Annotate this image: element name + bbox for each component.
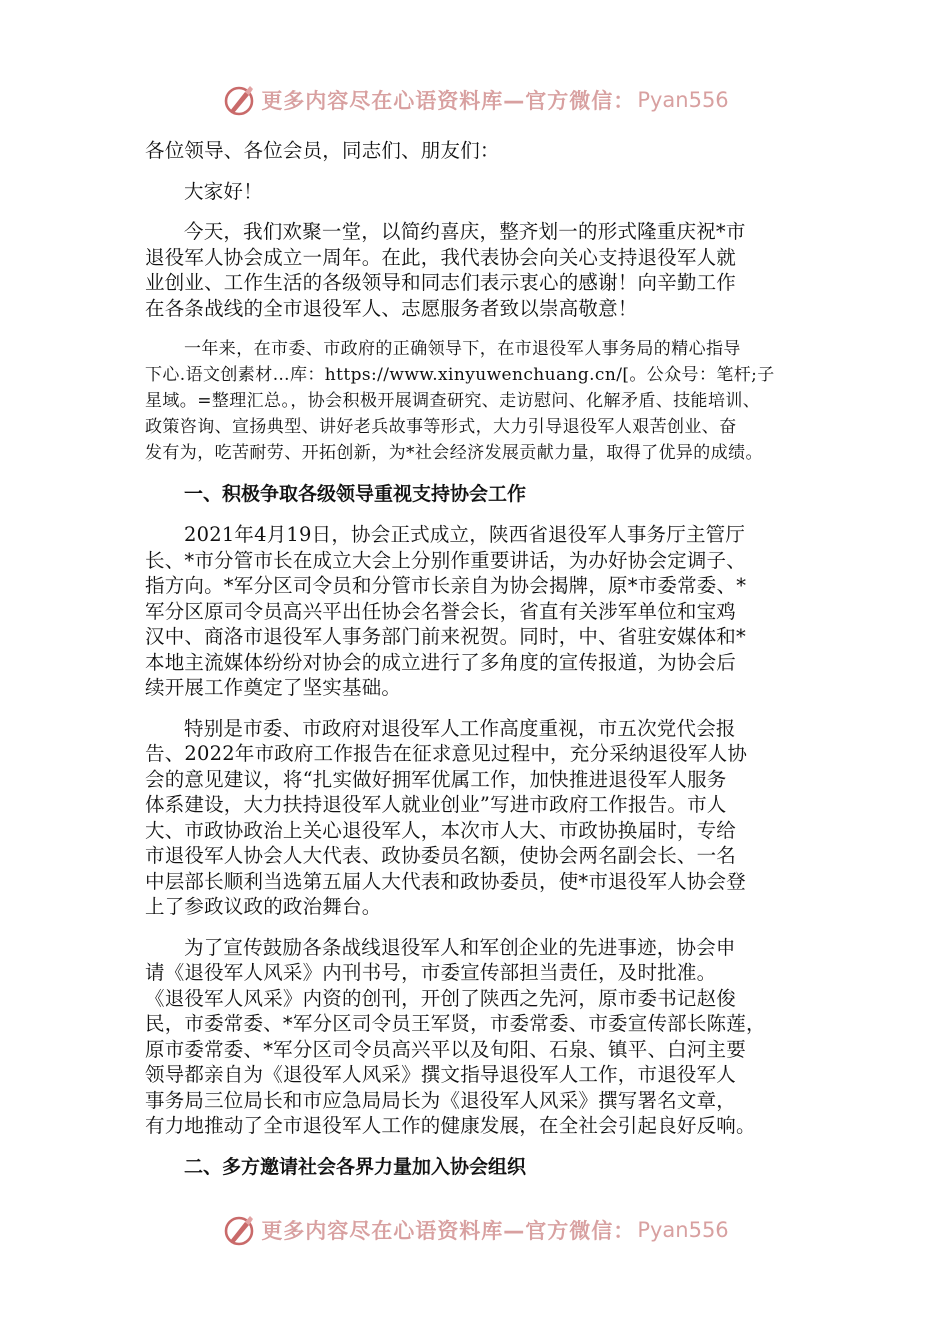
watermark-slogan: 更多内容尽在心语资料库—官方微信： xyxy=(261,89,636,113)
paragraph-line: 领导都亲自为《退役军人风采》撰文指导退役军人工作，市退役军人 xyxy=(145,1063,737,1086)
paragraph-line: 发有为，吃苦耐劳、开拓创新，为*社会经济发展贡献力量，取得了优异的成绩。 xyxy=(145,443,763,463)
paragraph-line: 续开展工作奠定了坚实基础。 xyxy=(145,676,402,699)
section-heading-2: 二、多方邀请社会各界力量加入协会组织 xyxy=(184,1155,527,1178)
paragraph-line: 今天，我们欢聚一堂，以简约喜庆，整齐划一的形式隆重庆祝*市 xyxy=(184,220,746,243)
pen-logo-icon xyxy=(221,82,257,118)
paragraph-line: 一年来，在市委、市政府的正确领导下，在市退役军人事务局的精心指导 xyxy=(184,339,741,359)
pen-logo-icon xyxy=(221,1212,257,1248)
hello-line: 大家好！ xyxy=(184,179,263,203)
paragraph-line: 长、*市分管市长在成立大会上分别作重要讲话，为办好协会定调子、 xyxy=(145,548,746,572)
paragraph-line: 业创业、工作生活的各级领导和同志们表示衷心的感谢！向辛勤工作 xyxy=(145,271,737,294)
paragraph-line: 请《退役军人风采》内刊书号，市委宣传部担当责任，及时批准。 xyxy=(145,961,717,984)
watermark-banner-top xyxy=(0,80,950,120)
document-body xyxy=(145,138,805,1195)
paragraph-line: 上了参政议政的政治舞台。 xyxy=(145,895,382,918)
section1-paragraph-1 xyxy=(145,522,805,701)
paragraph-line: 会的意见建议，将“扎实做好拥军优属工作，加快推进退役军人服务 xyxy=(145,767,727,791)
paragraph-line: 下心.语文创素材…库：https://www.xinyuwenchuang.cn/[。公众号：笔杆;子 xyxy=(145,365,775,385)
paragraph-line: 退役军人协会成立一周年。在此，我代表协会向关心支持退役军人就 xyxy=(145,245,737,269)
paragraph-line: 本地主流媒体纷纷对协会的成立进行了多角度的宣传报道，为协会后 xyxy=(145,650,737,674)
paragraph-line: 特别是市委、市政府对退役军人工作高度重视，市五次党代会报 xyxy=(184,716,736,740)
paragraph-line: 有力地推动了全市退役军人工作的健康发展，在全社会引起良好反响。 xyxy=(145,1114,756,1137)
paragraph-line: 在各条战线的全市退役军人、志愿服务者致以崇高敬意！ xyxy=(145,296,638,320)
paragraph-line: 军分区原司令员高兴平出任协会名誉会长，省直有关涉军单位和宝鸡 xyxy=(145,599,737,623)
paragraph-line: 市退役军人协会人大代表、政协委员名额，使协会两名副会长、一名 xyxy=(145,844,737,867)
watermark-slogan: 更多内容尽在心语资料库—官方微信： xyxy=(261,1219,636,1243)
paragraph-line: 民，市委常委、*军分区司令员王军贤，市委常委、市委宣传部长陈莲， xyxy=(145,1012,766,1035)
section1-paragraph-3 xyxy=(145,935,805,1139)
intro-paragraph xyxy=(145,219,805,321)
paragraph-line: 中层部长顺利当选第五届人大代表和政协委员，使*市退役军人协会登 xyxy=(145,869,746,893)
greeting-line: 各位领导、各位会员，同志们、朋友们： xyxy=(145,139,500,162)
section1-paragraph-2 xyxy=(145,716,805,920)
paragraph-line: 事务局三位局长和市应急局局长为《退役军人风采》撰写署名文章， xyxy=(145,1088,737,1112)
paragraph-line: 为了宣传鼓励各条战线退役军人和军创企业的先进事迹，协会申 xyxy=(184,935,736,959)
paragraph-line: 2021年4月19日，协会正式成立，陕西省退役军人事务厅主管厅 xyxy=(184,523,746,546)
paragraph-line: 汉中、商洛市退役军人事务部门前来祝贺。同时，中、省驻安媒体和* xyxy=(145,625,746,648)
paragraph-line: 政策咨询、宣扬典型、讲好老兵故事等形式，大力引导退役军人艰苦创业、奋 xyxy=(145,417,737,437)
watermark-banner-bottom xyxy=(0,1210,950,1250)
greeting-paragraph xyxy=(145,138,805,164)
paragraph-line: 星域。=整理汇总。，协会积极开展调查研究、走访慰问、化解矛盾、技能培训、 xyxy=(145,391,761,411)
paragraph-line: 原市委常委、*军分区司令员高兴平以及旬阳、石泉、镇平、白河主要 xyxy=(145,1037,746,1061)
year-review-paragraph xyxy=(145,336,805,466)
watermark-handle: Pyan556 xyxy=(637,88,729,112)
hello-paragraph xyxy=(145,179,805,205)
section-heading-1: 一、积极争取各级领导重视支持协会工作 xyxy=(184,483,527,505)
paragraph-line: 告、2022年市政府工作报告在征求意见过程中，充分采纳退役军人协 xyxy=(145,742,748,765)
paragraph-line: 《退役军人风采》内资的创刊，开创了陕西之先河，原市委书记赵俊 xyxy=(145,986,737,1010)
paragraph-line: 大、市政协政治上关心退役军人，本次市人大、市政协换届时，专给 xyxy=(145,818,737,842)
paragraph-line: 体系建设，大力扶持退役军人就业创业”写进市政府工作报告。市人 xyxy=(145,793,727,816)
paragraph-line: 指方向。*军分区司令员和分管市长亲自为协会揭牌，原*市委常委、* xyxy=(145,574,747,597)
watermark-handle: Pyan556 xyxy=(637,1218,729,1242)
